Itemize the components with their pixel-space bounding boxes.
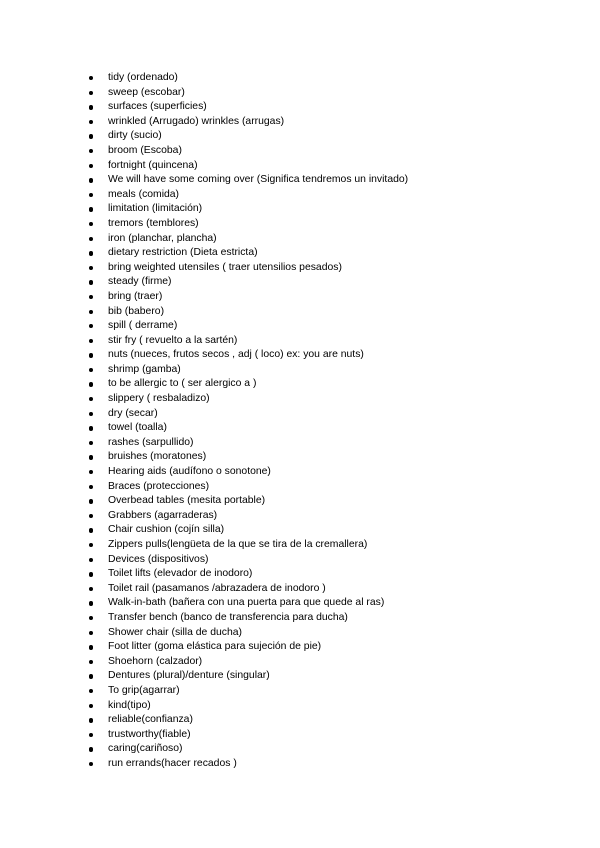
bullet-icon bbox=[89, 280, 93, 284]
list-item-text: Walk-in-bath (bañera con una puerta para que quede al ras) bbox=[108, 597, 385, 609]
list-item bbox=[89, 129, 569, 144]
bullet-icon bbox=[89, 310, 93, 314]
bullet-icon bbox=[89, 193, 93, 197]
bullet-icon bbox=[89, 543, 93, 547]
bullet-icon bbox=[89, 412, 93, 416]
bullet-icon bbox=[89, 689, 93, 693]
list-item-text: Overbead tables (mesita portable) bbox=[108, 495, 266, 507]
list-item-text: bring weighted utensiles ( traer utensilios pesados) bbox=[108, 261, 342, 273]
bullet-icon bbox=[89, 528, 93, 532]
bullet-icon bbox=[89, 674, 93, 678]
list-item-text: Dentures (plural)/denture (singular) bbox=[108, 670, 270, 682]
list-item bbox=[89, 334, 569, 349]
list-item-text: run errands(hacer recados ) bbox=[108, 757, 237, 769]
bullet-icon bbox=[89, 704, 93, 708]
list-item bbox=[89, 86, 569, 101]
list-item bbox=[89, 261, 569, 276]
list-item bbox=[89, 436, 569, 451]
list-item bbox=[89, 611, 569, 626]
bullet-icon bbox=[89, 485, 93, 489]
list-item bbox=[89, 421, 569, 436]
bullet-icon bbox=[89, 251, 93, 255]
list-item bbox=[89, 173, 569, 188]
list-item bbox=[89, 523, 569, 538]
list-item bbox=[89, 669, 569, 684]
list-item bbox=[89, 567, 569, 582]
list-item bbox=[89, 757, 569, 772]
list-item-text: steady (firme) bbox=[108, 276, 172, 288]
list-item bbox=[89, 742, 569, 757]
list-item bbox=[89, 538, 569, 553]
bullet-icon bbox=[89, 499, 93, 503]
list-item bbox=[89, 275, 569, 290]
bullet-icon bbox=[89, 572, 93, 576]
list-item-text: nuts (nueces, frutos secos , adj ( loco) ex: you are nuts) bbox=[108, 349, 364, 361]
list-item-text: wrinkled (Arrugado) wrinkles (arrugas) bbox=[108, 115, 285, 127]
list-item bbox=[89, 553, 569, 568]
bullet-icon bbox=[89, 455, 93, 459]
bullet-icon bbox=[89, 134, 93, 138]
list-item-text: Braces (protecciones) bbox=[108, 480, 210, 492]
list-item bbox=[89, 144, 569, 159]
list-item-text: iron (planchar, plancha) bbox=[108, 232, 217, 244]
list-item-text: bruishes (moratones) bbox=[108, 451, 207, 463]
bullet-icon bbox=[89, 587, 93, 591]
bullet-icon bbox=[89, 718, 93, 722]
list-item bbox=[89, 728, 569, 743]
list-item-text: Zippers pulls(lengüeta de la que se tira de la cremallera) bbox=[108, 539, 368, 550]
list-item-text: Hearing aids (audífono o sonotone) bbox=[108, 466, 271, 478]
list-item-text: limitation (limitación) bbox=[108, 203, 203, 215]
list-item-text: Transfer bench (banco de transferencia para ducha) bbox=[108, 611, 348, 623]
list-item-text: We will have some coming over (Significa tendremos un invitado) bbox=[108, 174, 409, 186]
list-item-text: bring (traer) bbox=[108, 290, 163, 302]
bullet-icon bbox=[89, 76, 93, 80]
list-item bbox=[89, 348, 569, 363]
list-item bbox=[89, 465, 569, 480]
list-item-text: To grip(agarrar) bbox=[108, 684, 180, 696]
list-item bbox=[89, 232, 569, 247]
list-item-text: stir fry ( revuelto a la sartén) bbox=[108, 334, 238, 346]
bullet-icon bbox=[89, 397, 93, 401]
list-item-text: meals (comida) bbox=[108, 188, 180, 200]
list-item-text: to be allergic to ( ser alergico a ) bbox=[108, 378, 257, 390]
bullet-icon bbox=[89, 266, 93, 270]
bullet-icon bbox=[89, 558, 93, 562]
bullet-icon bbox=[89, 368, 93, 372]
bullet-icon bbox=[89, 616, 93, 620]
list-item-text: fortnight (quincena) bbox=[108, 159, 198, 171]
list-item bbox=[89, 407, 569, 422]
list-item-text: dirty (sucio) bbox=[108, 130, 162, 142]
list-item-text: Devices (dispositivos) bbox=[108, 553, 209, 565]
list-item bbox=[89, 655, 569, 670]
bullet-icon bbox=[89, 660, 93, 664]
bullet-icon bbox=[89, 222, 93, 226]
bullet-icon bbox=[89, 601, 93, 605]
list-item bbox=[89, 159, 569, 174]
list-item-text: Shower chair (silla de ducha) bbox=[108, 626, 242, 638]
bullet-icon bbox=[89, 645, 93, 649]
list-item-text: dry (secar) bbox=[108, 407, 158, 419]
bullet-icon bbox=[89, 441, 93, 445]
list-item bbox=[89, 290, 569, 305]
vocabulary-list bbox=[89, 71, 569, 772]
bullet-icon bbox=[89, 470, 93, 474]
bullet-icon bbox=[89, 353, 93, 357]
list-item bbox=[89, 115, 569, 130]
list-item bbox=[89, 684, 569, 699]
bullet-icon bbox=[89, 91, 93, 95]
list-item-text: broom (Escoba) bbox=[108, 144, 182, 156]
list-item bbox=[89, 100, 569, 115]
list-item bbox=[89, 71, 569, 86]
bullet-icon bbox=[89, 178, 93, 182]
bullet-icon bbox=[89, 149, 93, 153]
bullet-icon bbox=[89, 237, 93, 241]
list-item bbox=[89, 217, 569, 232]
bullet-icon bbox=[89, 324, 93, 328]
list-item-text: tremors (temblores) bbox=[108, 217, 199, 229]
list-item-text: rashes (sarpullido) bbox=[108, 436, 194, 448]
bullet-icon bbox=[89, 105, 93, 109]
bullet-icon bbox=[89, 164, 93, 168]
list-item-text: Toilet rail (pasamanos /abrazadera de inodoro ) bbox=[108, 582, 326, 594]
list-item bbox=[89, 509, 569, 524]
list-item-text: caring(cariñoso) bbox=[108, 743, 183, 755]
list-item-text: bib (babero) bbox=[108, 305, 165, 317]
list-item-text: dietary restriction (Dieta estricta) bbox=[108, 247, 258, 259]
list-item bbox=[89, 626, 569, 641]
list-item bbox=[89, 494, 569, 509]
list-item-text: Toilet lifts (elevador de inodoro) bbox=[108, 568, 253, 580]
bullet-icon bbox=[89, 631, 93, 635]
bullet-icon bbox=[89, 295, 93, 299]
bullet-icon bbox=[89, 339, 93, 343]
bullet-icon bbox=[89, 514, 93, 518]
list-item-text: spill ( derrame) bbox=[108, 320, 178, 332]
list-item bbox=[89, 582, 569, 597]
list-item-text: Shoehorn (calzador) bbox=[108, 655, 203, 667]
list-item bbox=[89, 319, 569, 334]
list-item-text: Grabbers (agarraderas) bbox=[108, 509, 218, 521]
list-item-text: Foot litter (goma elástica para sujeción de pie) bbox=[108, 641, 322, 653]
list-item bbox=[89, 640, 569, 655]
list-item-text: surfaces (superficies) bbox=[108, 101, 207, 113]
bullet-icon bbox=[89, 747, 93, 751]
list-item bbox=[89, 699, 569, 714]
list-item-text: reliable(confianza) bbox=[108, 714, 193, 726]
list-item bbox=[89, 480, 569, 495]
list-item-text: trustworthy(fiable) bbox=[108, 728, 191, 740]
list-item-text: tidy (ordenado) bbox=[108, 72, 178, 83]
list-item-text: slippery ( resbaladizo) bbox=[108, 393, 210, 405]
list-item-text: shrimp (gamba) bbox=[108, 363, 181, 375]
list-item-text: kind(tipo) bbox=[108, 699, 151, 711]
list-item bbox=[89, 392, 569, 407]
bullet-icon bbox=[89, 207, 93, 211]
list-item bbox=[89, 363, 569, 378]
bullet-icon bbox=[89, 733, 93, 737]
list-item-text: sweep (escobar) bbox=[108, 86, 185, 98]
bullet-icon bbox=[89, 426, 93, 430]
list-item bbox=[89, 188, 569, 203]
list-item bbox=[89, 450, 569, 465]
bullet-icon bbox=[89, 762, 93, 766]
list-item bbox=[89, 246, 569, 261]
bullet-icon bbox=[89, 120, 93, 124]
bullet-icon bbox=[89, 382, 93, 386]
list-item bbox=[89, 305, 569, 320]
list-item bbox=[89, 202, 569, 217]
list-item bbox=[89, 377, 569, 392]
list-item-text: Chair cushion (cojín silla) bbox=[108, 524, 225, 536]
list-item-text: towel (toalla) bbox=[108, 422, 167, 434]
list-item bbox=[89, 713, 569, 728]
list-item bbox=[89, 596, 569, 611]
